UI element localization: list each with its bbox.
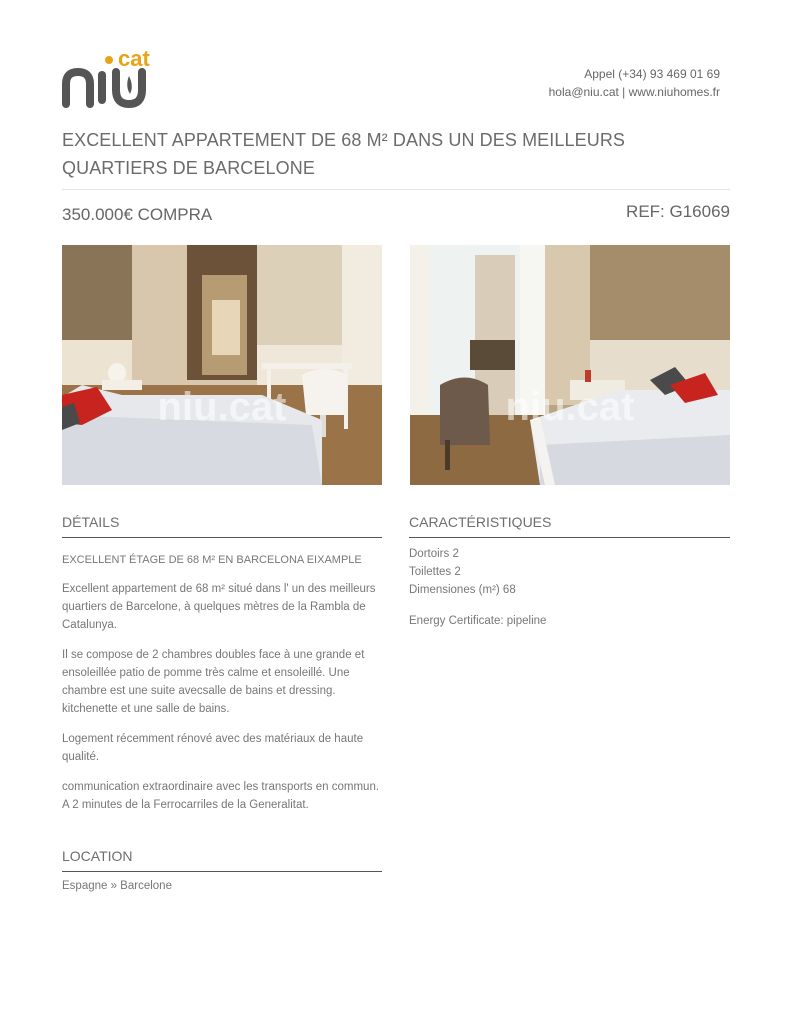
logo-suffix: cat [118, 46, 150, 71]
location-divider [62, 871, 382, 872]
listing-price: 350.000€ COMPRA [62, 205, 213, 224]
details-paragraph: Logement récemment rénové avec des matériaux de haute qualité. [62, 733, 364, 763]
property-photo-1[interactable] [62, 245, 382, 485]
features-list [409, 545, 729, 630]
feature-bedrooms: Dortoirs 2 [409, 548, 459, 560]
photo-watermark: niu.cat [505, 385, 635, 429]
details-paragraph: Excellent appartement de 68 m² situé dans l' un des meilleurs quartiers de Barcelone, à quelques mètres de la Rambla de Catalunya. [62, 583, 376, 631]
logo-dot [105, 56, 113, 64]
location-heading: LOCATION [62, 848, 133, 864]
photo-watermark: niu.cat [157, 385, 287, 429]
contact-email-web[interactable]: hola@niu.cat | www.niuhomes.fr [548, 85, 720, 99]
title-divider [62, 189, 730, 190]
details-divider [62, 537, 382, 538]
feature-bathrooms: Toilettes 2 [409, 566, 461, 578]
niu-cat-logo-icon [62, 46, 162, 108]
feature-size: Dimensiones (m²) 68 [409, 584, 516, 596]
details-content [62, 551, 384, 826]
features-divider [409, 537, 730, 538]
location-value: Espagne » Barcelone [62, 880, 172, 892]
property-photo-2[interactable] [410, 245, 730, 485]
listing-ref: REF: G16069 [626, 202, 730, 221]
logo-letter-i [98, 71, 106, 104]
feature-energy-certificate: Energy Certificate: pipeline [409, 615, 547, 627]
contact-phone[interactable]: Appel (+34) 93 469 01 69 [584, 67, 720, 81]
contact-block [549, 65, 720, 101]
listing-title: EXCELLENT APPARTEMENT DE 68 M² DANS UN DES MEILLEURS QUARTIERS DE BARCELONE [62, 130, 626, 178]
features-heading: CARACTÉRISTIQUES [409, 514, 552, 530]
logo-leaf-icon [127, 76, 132, 94]
logo-letter-n [66, 72, 90, 104]
details-subheading: EXCELLENT ÉTAGE DE 68 M² EN BARCELONA EIXAMPLE [62, 554, 362, 566]
details-paragraph: Il se compose de 2 chambres doubles face à une grande et ensoleillée patio de pomme très calme et ensoleillé. Une chambre est une suite avecsalle de bains et dressing. kitchenette et une salle de bains. [62, 649, 365, 715]
details-heading: DÉTAILS [62, 514, 120, 530]
brand-logo [62, 46, 162, 108]
details-paragraph: communication extraordinaire avec les transports en commun. A 2 minutes de la Ferrocarriles de la Generalitat. [62, 781, 380, 811]
